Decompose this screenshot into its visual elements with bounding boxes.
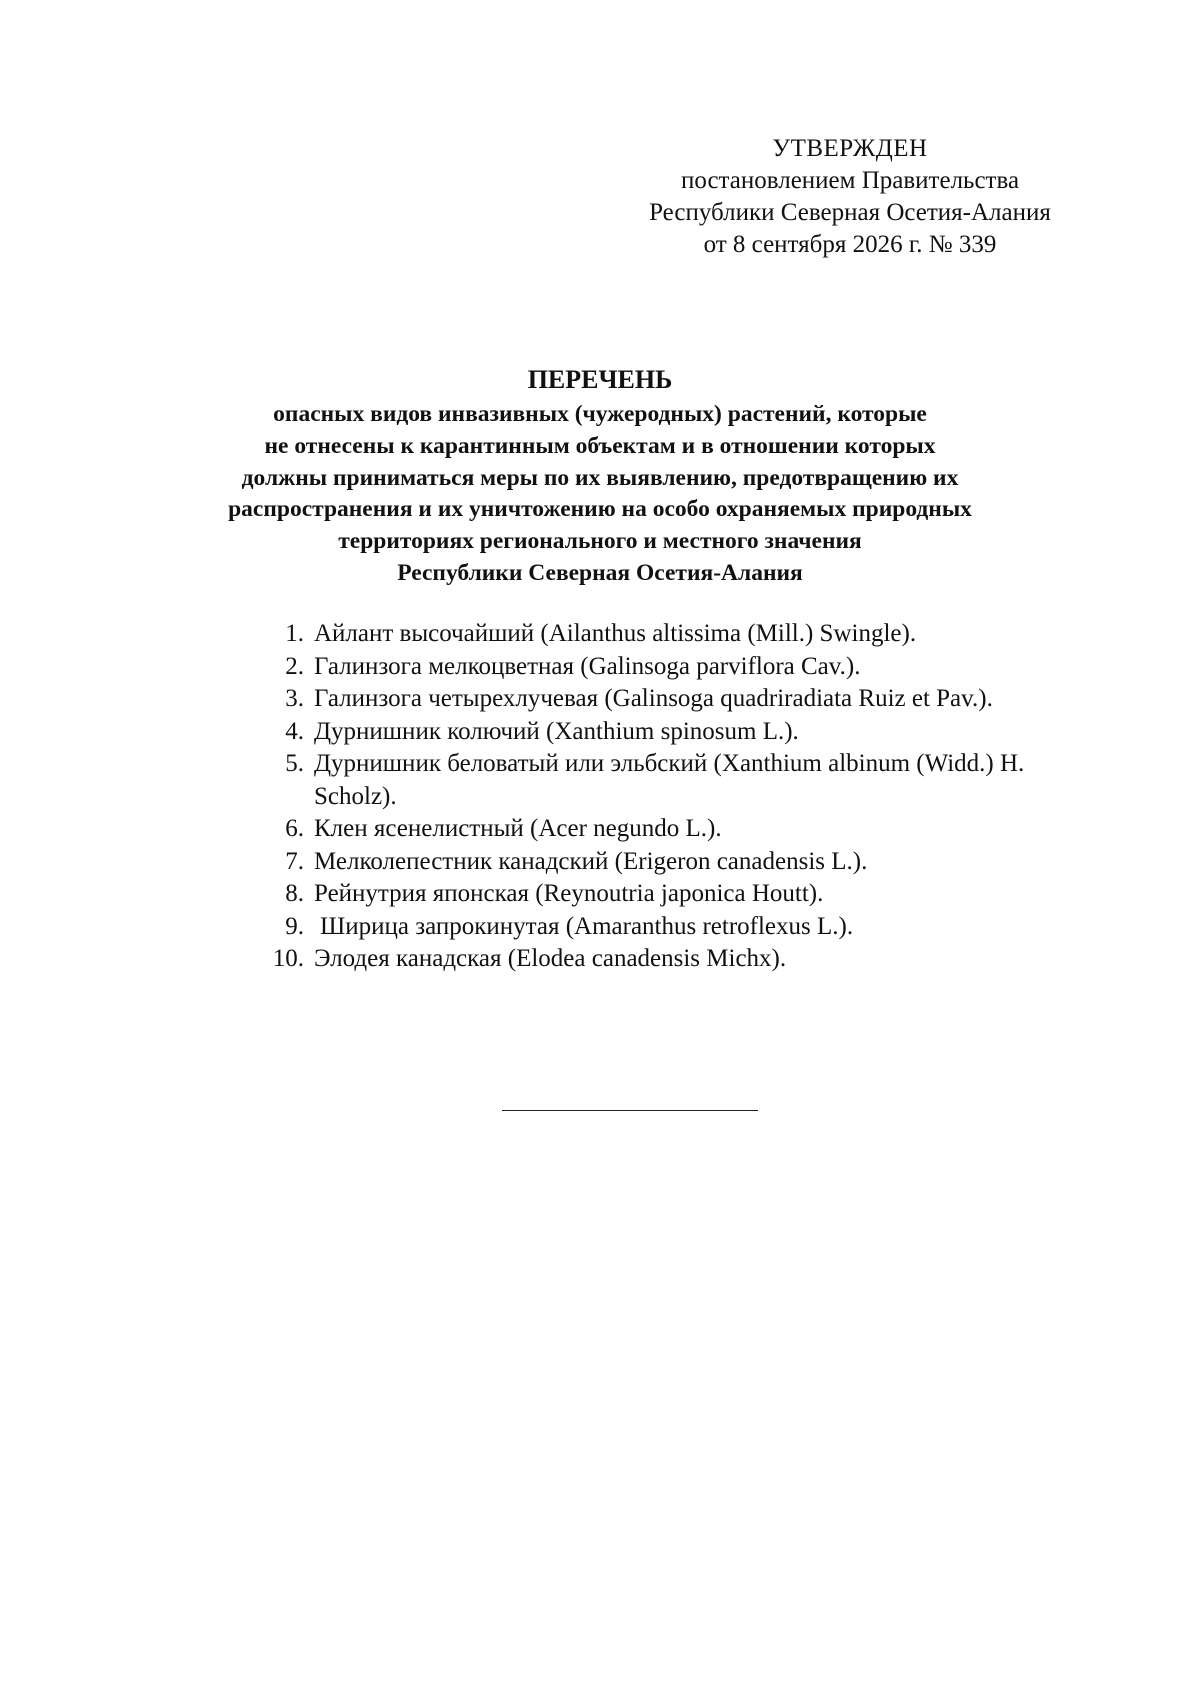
- species-list: [270, 618, 1100, 976]
- list-item: [270, 911, 1100, 944]
- list-item-text: Клен ясенелистный (Acer negundo L.).: [314, 815, 722, 842]
- list-item: [270, 651, 1100, 684]
- list-item: [270, 813, 1100, 846]
- approval-line: Республики Северная Осетия-Алания: [649, 199, 1051, 226]
- list-item: [270, 748, 1100, 813]
- list-item: [270, 846, 1100, 879]
- list-item-text: Мелколепестник канадский (Erigeron canadensis L.).: [314, 847, 868, 875]
- list-item: [270, 878, 1100, 911]
- document-subtitle-line: опасных видов инвазивных (чужеродных) растений, которые: [273, 401, 927, 427]
- list-item: [270, 618, 1100, 651]
- list-item: [270, 716, 1100, 749]
- list-item-number: 3.: [285, 685, 304, 712]
- list-item-number: 1.: [285, 620, 304, 647]
- list-item-number: 4.: [285, 717, 304, 745]
- document-subtitle-line: распространения и их уничтожению на особо охраняемых природных: [228, 496, 972, 523]
- document-subtitle-line: территориях регионального и местного значения: [338, 528, 862, 555]
- document-title-block: [150, 364, 1050, 590]
- approval-line: постановлением Правительства: [680, 167, 1020, 194]
- list-item-number: 8.: [285, 880, 304, 907]
- document-subtitle-line: не отнесены к карантинным объектам и в отношении которых: [264, 432, 936, 459]
- approval-stamp: [600, 133, 1100, 261]
- list-item-text: Дурнишник беловатый или эльбский (Xanthium albinum (Widd.) H. Scholz).: [314, 750, 1025, 810]
- list-item-text: Галинзога мелкоцветная (Galinsoga parviflora Cav.).: [314, 652, 861, 680]
- list-item-text: Ширица запрокинутая (Amaranthus retroflexus L.).: [320, 912, 854, 940]
- list-item-number: 2.: [285, 652, 304, 680]
- list-item-number: 7.: [285, 847, 304, 875]
- approval-heading: УТВЕРЖДЕН: [772, 135, 928, 162]
- list-item-text: Айлант высочайший (Ailanthus altissima (Mill.) Swingle).: [314, 620, 917, 647]
- document-subtitle-line: должны приниматься меры по их выявлению, предотвращению их: [241, 464, 959, 491]
- list-item-text: Элодея канадская (Elodea canadensis Michx).: [314, 945, 787, 972]
- list-item: [270, 943, 1100, 976]
- list-item-number: 6.: [285, 815, 304, 842]
- list-item-number: 10.: [272, 945, 304, 972]
- end-of-document-rule: [502, 1110, 758, 1111]
- approval-date-line: от 8 сентября 2026 г. № 339: [703, 231, 997, 258]
- list-item-number: 5.: [285, 750, 304, 777]
- document-subtitle-line: Республики Северная Осетия-Алания: [397, 559, 803, 586]
- document-title: ПЕРЕЧЕНЬ: [527, 365, 673, 394]
- list-item-number: 9.: [285, 912, 304, 940]
- list-item: [270, 683, 1100, 716]
- list-item-text: Галинзога четырехлучевая (Galinsoga quadriradiata Ruiz et Pav.).: [314, 685, 993, 712]
- list-item-text: Рейнутрия японская (Reynoutria japonica Houtt).: [314, 880, 824, 907]
- list-item-text: Дурнишник колючий (Xanthium spinosum L.).: [314, 717, 799, 745]
